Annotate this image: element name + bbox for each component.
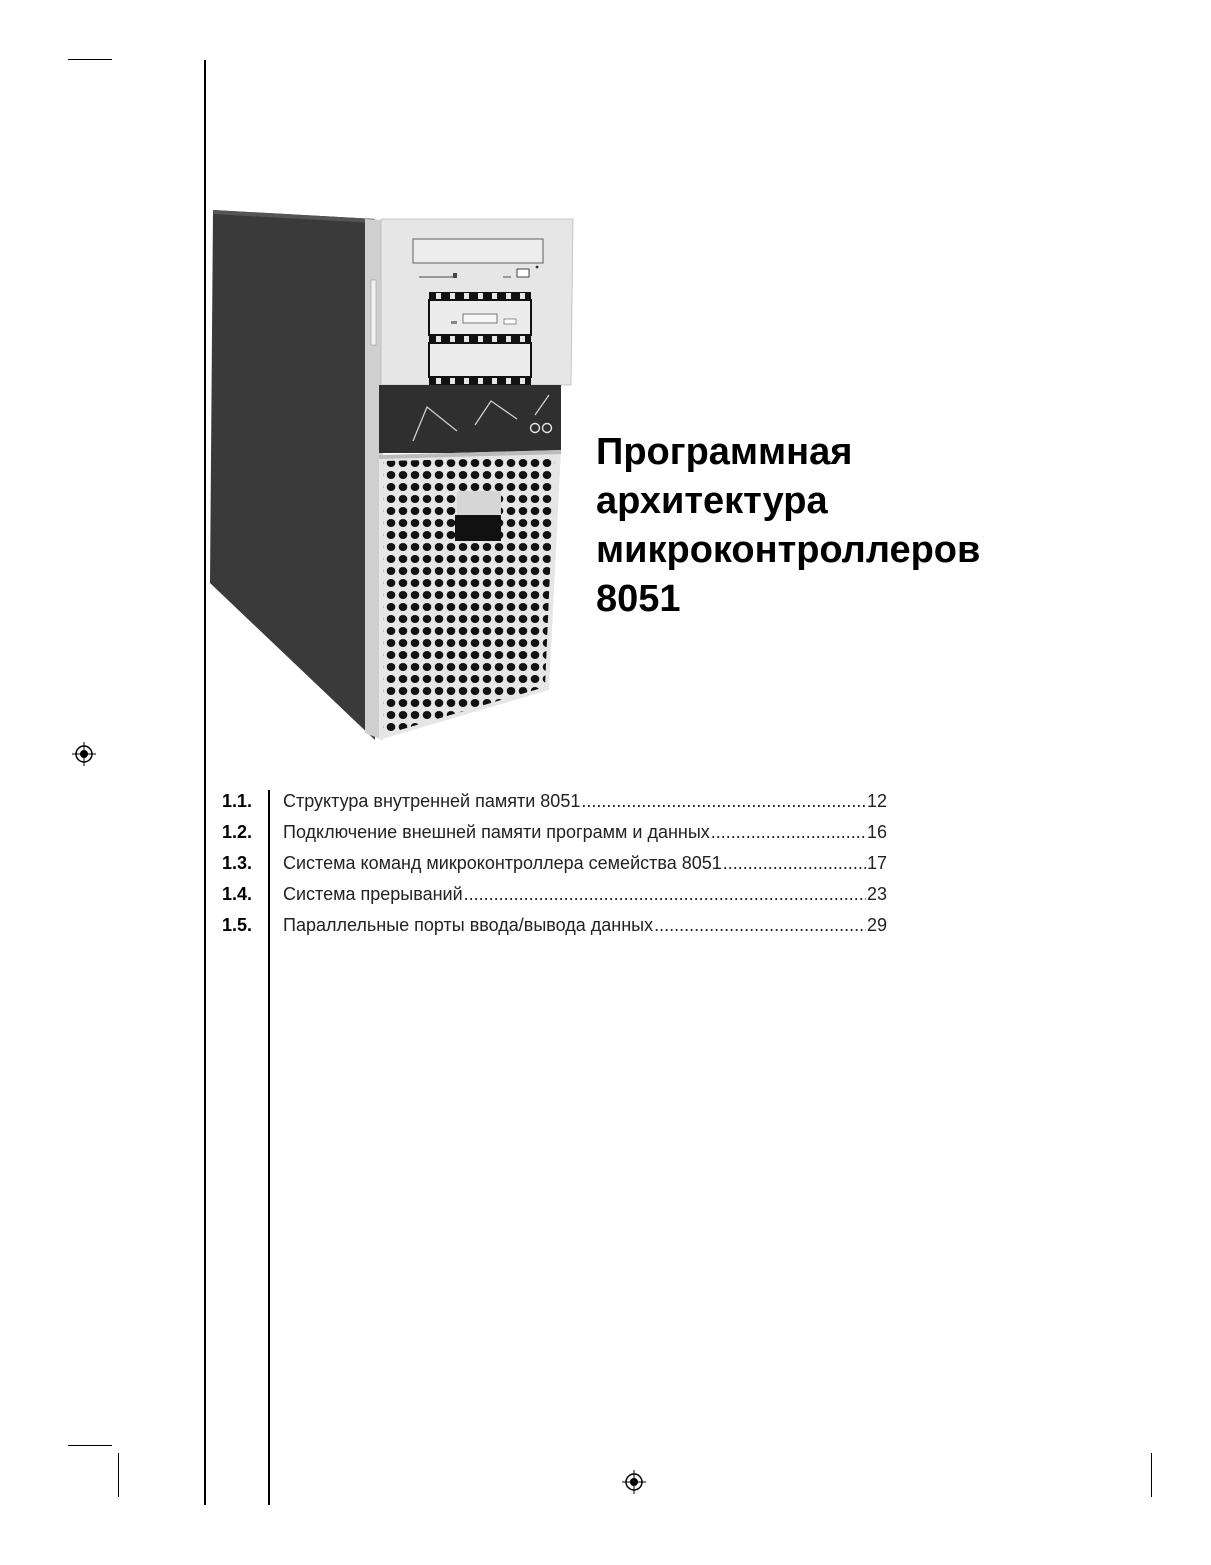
toc-entry[interactable] <box>222 786 892 817</box>
toc-leader-dots <box>711 817 866 848</box>
toc-entry-page: 12 <box>866 791 887 811</box>
toc-entry-label: Подключение внешней памяти программ и данных <box>283 822 710 842</box>
toc-entry-number: 1.2. <box>222 822 253 842</box>
toc-entry-line <box>283 879 887 910</box>
chapter-title-line: микроконтроллеров <box>596 529 981 571</box>
crop-mark-bottom-left-v <box>118 1453 119 1497</box>
toc-leader-dots <box>581 786 866 817</box>
chapter-title-line: архитектура <box>596 480 828 522</box>
toc-entry[interactable] <box>222 848 892 879</box>
toc-entry-page: 29 <box>866 915 887 935</box>
toc-entry-line <box>283 910 887 941</box>
table-of-contents <box>222 786 892 941</box>
toc-entry-label: Структура внутренней памяти 8051 <box>283 791 581 811</box>
toc-entry-line <box>283 786 887 817</box>
chapter-title <box>596 428 1016 624</box>
chapter-title-line: Программная <box>596 431 853 473</box>
toc-entry-line <box>283 817 887 848</box>
toc-entry-label: Система команд микроконтроллера семейства 8051 <box>283 853 722 873</box>
toc-entry[interactable] <box>222 910 892 941</box>
chapter-title-line: 8051 <box>596 578 681 620</box>
toc-entry[interactable] <box>222 879 892 910</box>
registration-mark-icon <box>622 1470 646 1494</box>
toc-entry-number: 1.1. <box>222 791 253 811</box>
toc-leader-dots <box>723 848 866 879</box>
toc-leader-dots <box>464 879 866 910</box>
computer-tower-icon <box>205 205 575 750</box>
toc-entry-page: 17 <box>866 853 887 873</box>
crop-mark-bottom-right-v <box>1151 1453 1152 1497</box>
registration-mark-icon <box>72 742 96 766</box>
toc-leader-dots <box>654 910 866 941</box>
crop-mark-top-left <box>68 59 112 60</box>
crop-mark-bottom-left-h <box>68 1445 112 1446</box>
toc-entry[interactable] <box>222 817 892 848</box>
toc-entry-number: 1.3. <box>222 853 253 873</box>
toc-entry-number: 1.4. <box>222 884 253 904</box>
toc-entry-page: 16 <box>866 822 887 842</box>
toc-entry-number: 1.5. <box>222 915 253 935</box>
toc-entry-label: Система прерываний <box>283 884 463 904</box>
toc-entry-line <box>283 848 887 879</box>
toc-entry-label: Параллельные порты ввода/вывода данных <box>283 915 654 935</box>
toc-entry-page: 23 <box>866 884 887 904</box>
